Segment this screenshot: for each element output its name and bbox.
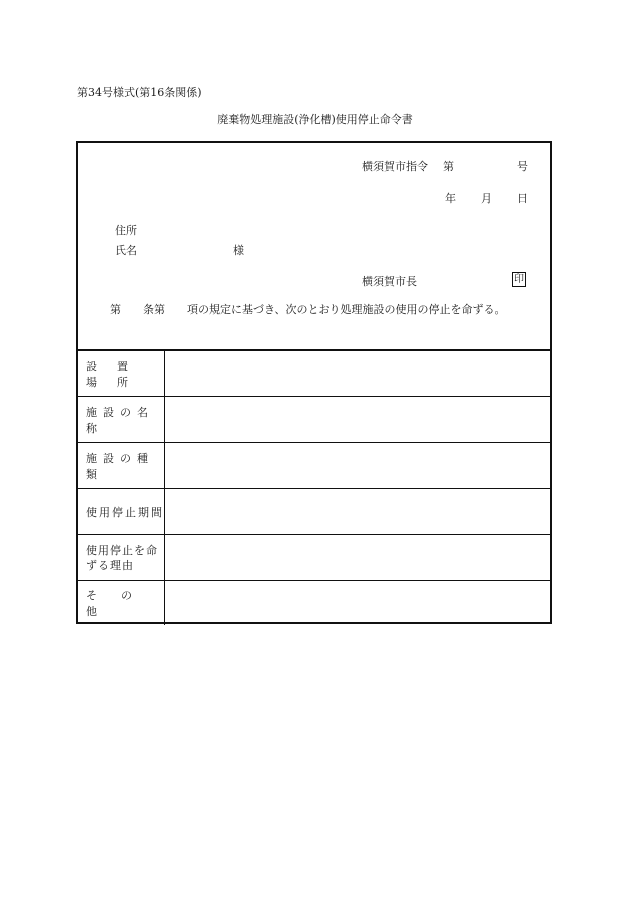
table-row <box>78 397 550 443</box>
issuer-reference: 横須賀市指令 <box>362 160 428 173</box>
table-row <box>78 351 550 397</box>
document-title: 廃棄物処理施設(浄化槽)使用停止命令書 <box>217 113 413 126</box>
order-body-text: 第 条第 項の規定に基づき、次のとおり処理施設の使用の停止を命ずる。 <box>88 303 506 316</box>
row-value <box>165 351 550 396</box>
row-label: 設置場所 <box>78 351 165 396</box>
honorific: 様 <box>233 244 244 257</box>
row-label: 使用停止期間 <box>78 489 165 534</box>
date-month: 月 <box>481 192 492 205</box>
row-label: その他 <box>78 581 165 625</box>
row-value <box>165 489 550 534</box>
number-prefix: 第 <box>443 160 454 173</box>
table-row <box>78 443 550 489</box>
number-suffix: 号 <box>517 160 528 173</box>
row-value <box>165 581 550 625</box>
table-row <box>78 489 550 535</box>
date-day: 日 <box>517 192 528 205</box>
order-form-frame <box>76 141 552 624</box>
date-year: 年 <box>445 192 456 205</box>
address-label: 住所 <box>115 224 137 237</box>
order-header-block <box>78 143 550 351</box>
row-value <box>165 535 550 580</box>
form-number: 第34号様式(第16条関係) <box>77 86 202 99</box>
row-value <box>165 397 550 442</box>
row-label: 施設の種類 <box>78 443 165 488</box>
details-table <box>78 351 550 625</box>
table-row <box>78 581 550 625</box>
row-label: 施設の名称 <box>78 397 165 442</box>
row-value <box>165 443 550 488</box>
row-label: 使用停止を命ずる理由 <box>78 535 165 580</box>
mayor-label: 横須賀市長 <box>362 275 417 288</box>
seal-box: 印 <box>514 274 524 285</box>
name-label: 氏名 <box>115 244 137 257</box>
table-row <box>78 535 550 581</box>
